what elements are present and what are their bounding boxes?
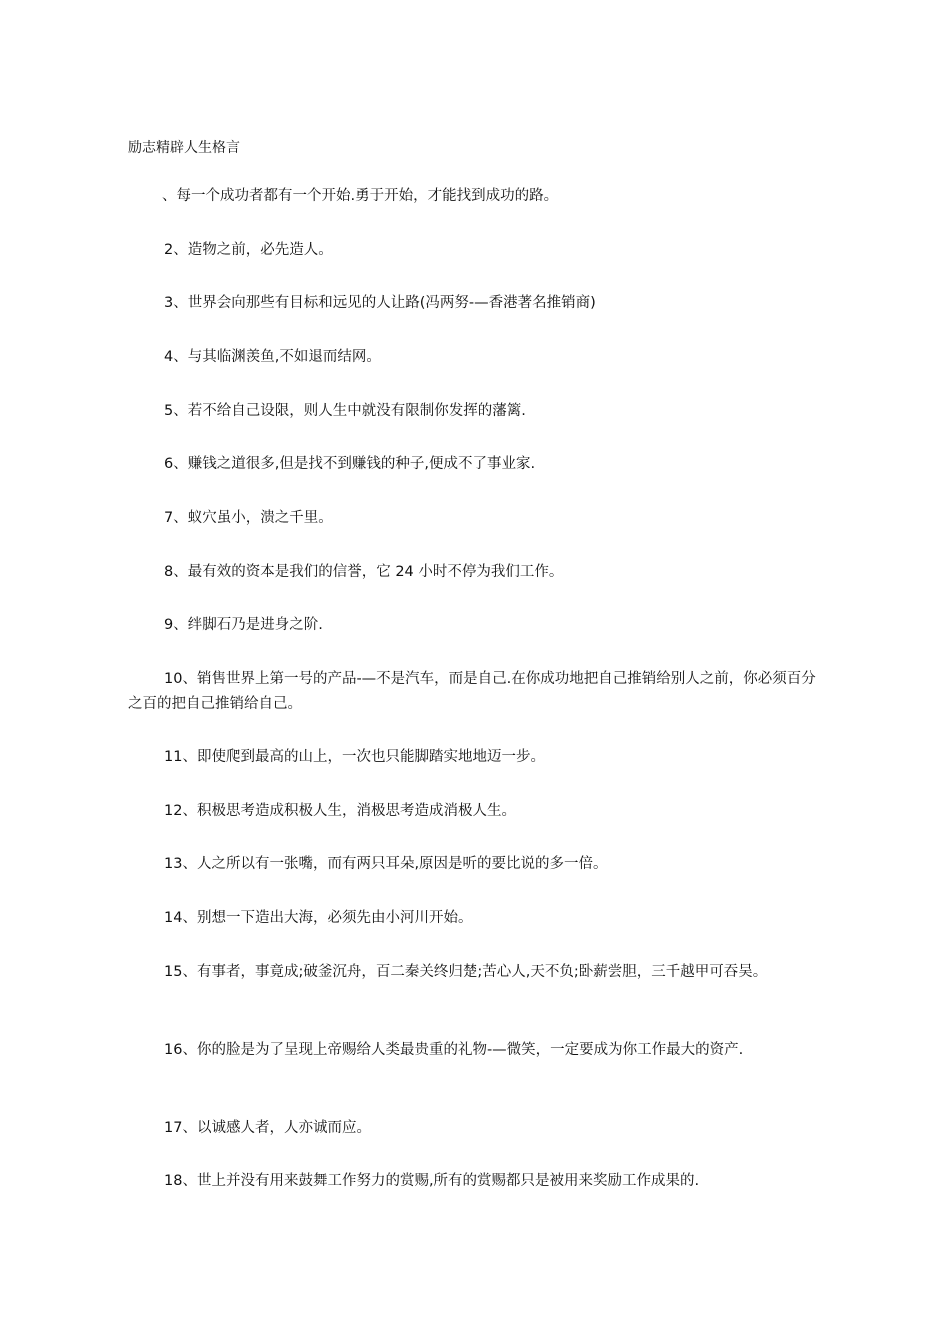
quote-item-6: 6、赚钱之道很多,但是找不到赚钱的种子,便成不了事业家. — [164, 456, 536, 472]
quote-item-16: 16、你的脸是为了呈现上帝赐给人类最贵重的礼物-—微笑，一定要成为你工作最大的资产. — [164, 1042, 744, 1058]
quote-item-15: 15、有事者，事竟成;破釜沉舟，百二秦关终归楚;苦心人,天不负;卧薪尝胆，三千越甲可吞吴。 — [164, 964, 768, 980]
quote-item-13: 13、人之所以有一张嘴，而有两只耳朵,原因是听的要比说的多一倍。 — [164, 856, 608, 872]
quote-item-11: 11、即使爬到最高的山上，一次也只能脚踏实地地迈一步。 — [164, 749, 545, 765]
quote-item-17: 17、以诚感人者，人亦诚而应。 — [164, 1120, 371, 1136]
quote-item-8: 8、最有效的资本是我们的信誉，它 24 小时不停为我们工作。 — [164, 564, 564, 580]
quote-item-5: 5、若不给自己设限，则人生中就没有限制你发挥的藩篱. — [164, 403, 526, 419]
quote-item-4: 4、与其临渊羡鱼,不如退而结网。 — [164, 349, 381, 365]
document-title: 励志精辟人生格言 — [128, 140, 240, 156]
quote-item-2: 2、造物之前，必先造人。 — [164, 242, 333, 258]
quote-item-12: 12、积极思考造成积极人生，消极思考造成消极人生。 — [164, 803, 516, 819]
quote-item-10: 10、销售世界上第一号的产品-—不是汽车，而是自己.在你成功地把自己推销给别人之前，你必须百分之百的把自己推销给自己。 — [128, 671, 816, 712]
quote-item-7: 7、蚁穴虽小，溃之千里。 — [164, 510, 333, 526]
quote-item-14: 14、别想一下造出大海，必须先由小河川开始。 — [164, 910, 473, 926]
quote-item-3: 3、世界会向那些有目标和远见的人让路(冯两努-—香港著名推销商) — [164, 295, 596, 311]
quote-item-18: 18、世上并没有用来鼓舞工作努力的赏赐,所有的赏赐都只是被用来奖励工作成果的. — [164, 1173, 700, 1189]
quote-item-9: 9、绊脚石乃是进身之阶. — [164, 617, 323, 633]
quote-item-1: 、每一个成功者都有一个开始.勇于开始，才能找到成功的路。 — [162, 188, 559, 204]
